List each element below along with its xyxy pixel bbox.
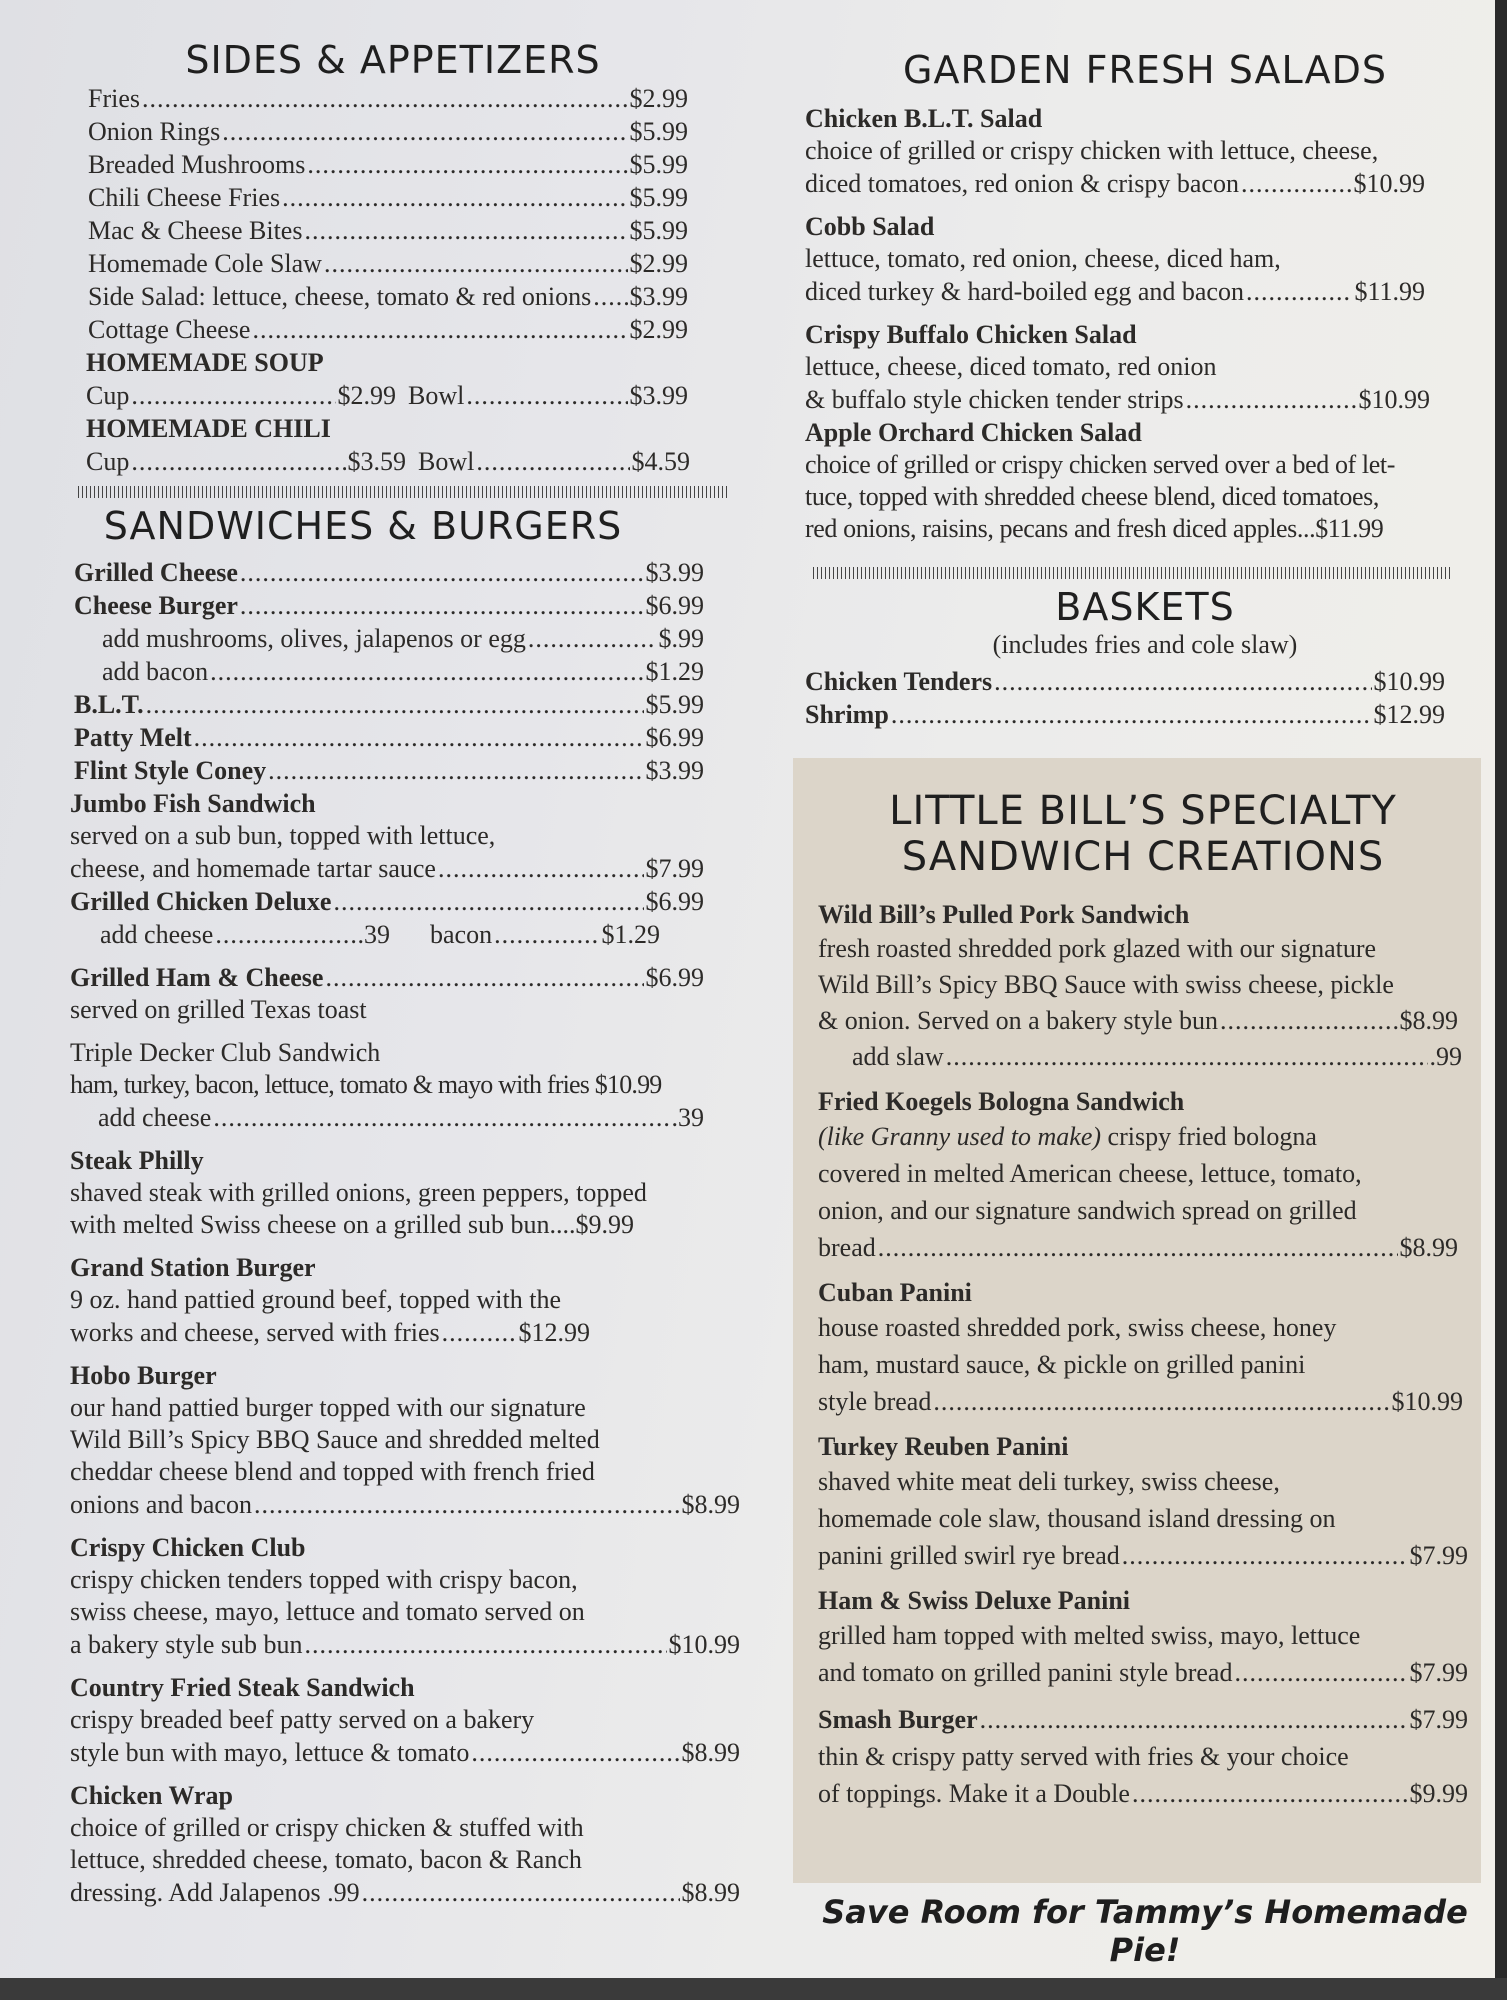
sandwich-item-price: $5.99 bbox=[645, 690, 704, 719]
sandwich-item-price: $6.99 bbox=[645, 591, 704, 620]
side-item-price: $2.99 bbox=[629, 84, 688, 113]
side-item bbox=[88, 247, 688, 280]
cobb-salad-desc-2: diced turkey & hard-boiled egg and bacon ..... $11.99 bbox=[805, 275, 1425, 308]
addon-item-label: add bacon bbox=[102, 657, 209, 686]
side-item-price: $5.99 bbox=[629, 150, 688, 179]
side-item bbox=[88, 181, 688, 214]
left-column bbox=[38, 38, 740, 1909]
chili-cup-price: $3.59 bbox=[347, 447, 406, 476]
side-item bbox=[88, 313, 688, 346]
side-item-label: Onion Rings bbox=[88, 117, 221, 146]
sandwich-simple-list bbox=[74, 556, 704, 622]
triple-decker-desc: ham, turkey, bacon, lettuce, tomato & mayo with fries $10.99 bbox=[70, 1070, 662, 1099]
side-item-label: Fries bbox=[88, 84, 140, 113]
side-item-label: Chili Cheese Fries bbox=[88, 183, 281, 212]
baskets-list bbox=[805, 665, 1445, 731]
ham-swiss-desc-1: grilled ham topped with melted swiss, mayo, lettuce bbox=[818, 1621, 1361, 1650]
hobo-desc-2: Wild Bill’s Spicy BBQ Sauce and shredded melted bbox=[70, 1425, 600, 1454]
cuban-desc-3: style bread ..... $10.99 bbox=[818, 1383, 1463, 1420]
chicken-wrap-name: Chicken Wrap bbox=[70, 1781, 234, 1810]
buffalo-salad-desc-1: lettuce, cheese, diced tomato, red onion bbox=[805, 352, 1217, 381]
side-item-price: $3.99 bbox=[629, 282, 688, 311]
crispy-club-desc-3: a bakery style sub bun ..... $10.99 bbox=[70, 1628, 740, 1661]
grand-station-desc-1: 9 oz. hand pattied ground beef, topped with the bbox=[70, 1285, 561, 1314]
reuben-desc-2: homemade cole slaw, thousand island dressing on bbox=[818, 1504, 1336, 1533]
side-item bbox=[88, 82, 688, 115]
steak-philly-desc-1: shaved steak with grilled onions, green peppers, topped bbox=[70, 1178, 647, 1207]
ham-cheese-desc: served on grilled Texas toast bbox=[70, 995, 367, 1024]
grand-station-desc-2: works and cheese, served with fries ..... $12.99 bbox=[70, 1316, 590, 1349]
reuben-desc-1: shaved white meat deli turkey, swiss cheese, bbox=[818, 1467, 1280, 1496]
addon-item bbox=[74, 622, 704, 655]
side-item-price: $5.99 bbox=[629, 216, 688, 245]
background-table bbox=[0, 1978, 1507, 2000]
specialty-title-2: SANDWICH CREATIONS bbox=[901, 834, 1385, 880]
pulled-pork-desc-3: & onion. Served on a bakery style bun ..... $8.99 bbox=[818, 1003, 1458, 1039]
addon-item-price: $.99 bbox=[658, 624, 704, 653]
blt-salad-desc-1: choice of grilled or crispy chicken with lettuce, cheese, bbox=[805, 136, 1379, 165]
side-item bbox=[88, 115, 688, 148]
country-fried-name: Country Fried Steak Sandwich bbox=[70, 1673, 415, 1702]
chili-heading: HOMEMADE CHILI bbox=[86, 414, 331, 443]
basket-item bbox=[805, 698, 1445, 731]
ham-swiss-desc-2: and tomato on grilled panini style bread ..... $7.99 bbox=[818, 1654, 1468, 1691]
side-item bbox=[88, 280, 688, 313]
smash-desc-2: of toppings. Make it a Double ..... $9.99 bbox=[818, 1775, 1468, 1812]
jumbo-fish-price: $7.99 bbox=[645, 854, 704, 883]
side-item bbox=[88, 148, 688, 181]
side-item bbox=[88, 214, 688, 247]
side-item-label: Cottage Cheese bbox=[88, 315, 251, 344]
chili-bowl-label: Bowl bbox=[418, 447, 475, 476]
sandwich-item-price: $3.99 bbox=[645, 558, 704, 587]
sandwich-item-label: Grilled Cheese bbox=[74, 558, 238, 587]
sandwich-simple-list-2 bbox=[74, 688, 704, 787]
specialty-title-1: LITTLE BILL’S SPECIALTY bbox=[889, 788, 1397, 834]
addon-item-label: add mushrooms, olives, jalapenos or egg bbox=[102, 624, 526, 653]
soup-heading: HOMEMADE SOUP bbox=[86, 348, 324, 377]
apple-salad-desc-3: red onions, raisins, pecans and fresh diced apples...$11.99 bbox=[805, 514, 1384, 543]
side-item-label: Mac & Cheese Bites bbox=[88, 216, 303, 245]
buffalo-salad-desc-2: & buffalo style chicken tender strips ..... $10.99 bbox=[805, 383, 1430, 416]
smash-desc-1: thin & crispy patty served with fries & your choice bbox=[818, 1742, 1349, 1771]
basket-item bbox=[805, 665, 1445, 698]
sandwich-item-label: Flint Style Coney bbox=[74, 756, 267, 785]
side-item-price: $2.99 bbox=[629, 315, 688, 344]
bologna-desc-4: bread ..... $8.99 bbox=[818, 1229, 1458, 1266]
side-item-label: Homemade Cole Slaw bbox=[88, 249, 322, 278]
soup-cup-price: $2.99 bbox=[337, 381, 396, 410]
hobo-burger-name: Hobo Burger bbox=[70, 1361, 217, 1390]
cobb-salad-desc-1: lettuce, tomato, red onion, cheese, diced ham, bbox=[805, 244, 1281, 273]
specialty-box bbox=[793, 758, 1481, 1883]
reuben-desc-3: panini grilled swirl rye bread ..... $7.99 bbox=[818, 1537, 1468, 1574]
chili-bowl-price: $4.59 bbox=[631, 447, 690, 476]
soup-bowl-price: $3.99 bbox=[629, 381, 688, 410]
hobo-desc-1: our hand pattied burger topped with our signature bbox=[70, 1393, 586, 1422]
side-item-price: $5.99 bbox=[629, 117, 688, 146]
basket-item-price: $12.99 bbox=[1373, 700, 1445, 729]
soup-bowl-label: Bowl bbox=[408, 381, 465, 410]
baskets-title: BASKETS bbox=[1055, 585, 1235, 629]
triple-decker-name: Triple Decker Club Sandwich bbox=[70, 1038, 381, 1067]
section-divider bbox=[78, 486, 728, 498]
footer-tagline: Save Room for Tammy’s Homemade Pie! bbox=[822, 1893, 1468, 1969]
crispy-club-name: Crispy Chicken Club bbox=[70, 1533, 306, 1562]
chicken-wrap-desc-3: dressing. Add Jalapenos .99 ..... $8.99 bbox=[70, 1876, 740, 1909]
right-column bbox=[805, 48, 1485, 731]
sides-list bbox=[38, 82, 688, 346]
bologna-desc-2: covered in melted American cheese, lettuce, tomato, bbox=[818, 1159, 1362, 1188]
crispy-club-desc-1: crispy chicken tenders topped with crispy bacon, bbox=[70, 1565, 578, 1594]
basket-item-price: $10.99 bbox=[1373, 667, 1445, 696]
ham-swiss-name: Ham & Swiss Deluxe Panini bbox=[818, 1586, 1131, 1615]
steak-philly-desc-2: with melted Swiss cheese on a grilled sub bun....$9.99 bbox=[70, 1210, 634, 1239]
bologna-desc-1: (like Granny used to make) crispy fried bologna bbox=[818, 1122, 1317, 1151]
basket-item-label: Shrimp bbox=[805, 700, 889, 729]
grilled-chicken-row: Grilled Chicken Deluxe ..... $6.99 bbox=[70, 885, 704, 918]
side-item-price: $5.99 bbox=[629, 183, 688, 212]
addon-item-price: $1.29 bbox=[645, 657, 704, 686]
hobo-desc-3: cheddar cheese blend and topped with french fried bbox=[70, 1457, 595, 1486]
chicken-wrap-desc-1: choice of grilled or crispy chicken & stuffed with bbox=[70, 1813, 584, 1842]
apple-salad-desc-2: tuce, topped with shredded cheese blend, diced tomatoes, bbox=[805, 482, 1379, 511]
apple-salad-desc-1: choice of grilled or crispy chicken served over a bed of let- bbox=[805, 450, 1395, 479]
basket-item-label: Chicken Tenders bbox=[805, 667, 993, 696]
blt-salad-desc-2: diced tomatoes, red onion & crispy bacon ..... $10.99 bbox=[805, 167, 1425, 200]
ham-cheese-row: Grilled Ham & Cheese ..... $6.99 bbox=[70, 961, 704, 994]
bologna-name: Fried Koegels Bologna Sandwich bbox=[818, 1087, 1185, 1116]
grilled-chicken-price: $6.99 bbox=[645, 887, 704, 916]
jumbo-fish-desc-2: cheese, and homemade tartar sauce ..... $7.99 bbox=[70, 852, 704, 885]
triple-decker-addon: add cheese ..... .39 bbox=[70, 1101, 704, 1134]
sandwich-item bbox=[74, 721, 704, 754]
grilled-chicken-addons: add cheese ..... .39 bacon ..... $1.29 bbox=[70, 918, 704, 951]
chili-cup-label: Cup bbox=[86, 447, 130, 476]
steak-philly-name: Steak Philly bbox=[70, 1146, 204, 1175]
baskets-subtitle: (includes fries and cole slaw) bbox=[992, 630, 1298, 659]
soup-cup-label: Cup bbox=[86, 381, 130, 410]
pulled-pork-desc-1: fresh roasted shredded pork glazed with our signature bbox=[818, 934, 1377, 963]
country-fried-desc-2: style bun with mayo, lettuce & tomato ..... $8.99 bbox=[70, 1736, 740, 1769]
cobb-salad-name: Cobb Salad bbox=[805, 212, 935, 241]
hobo-desc-4: onions and bacon ..... $8.99 bbox=[70, 1488, 740, 1521]
specialty-content bbox=[818, 788, 1468, 1812]
sandwich-item-price: $6.99 bbox=[645, 723, 704, 752]
blt-salad-name: Chicken B.L.T. Salad bbox=[805, 104, 1043, 133]
buffalo-salad-name: Crispy Buffalo Chicken Salad bbox=[805, 320, 1137, 349]
sandwich-item bbox=[74, 754, 704, 787]
country-fried-desc-1: crispy breaded beef patty served on a bakery bbox=[70, 1705, 535, 1734]
chicken-wrap-desc-2: lettuce, shredded cheese, tomato, bacon & Ranch bbox=[70, 1845, 582, 1874]
soup-prices bbox=[86, 379, 688, 412]
grand-station-name: Grand Station Burger bbox=[70, 1253, 316, 1282]
bologna-desc-3: onion, and our signature sandwich spread on grilled bbox=[818, 1196, 1357, 1225]
sandwich-item-price: $3.99 bbox=[645, 756, 704, 785]
cuban-desc-2: ham, mustard sauce, & pickle on grilled panini bbox=[818, 1350, 1306, 1379]
crispy-club-desc-2: swiss cheese, mayo, lettuce and tomato served on bbox=[70, 1597, 585, 1626]
salads-title: GARDEN FRESH SALADS bbox=[903, 48, 1387, 92]
sandwich-item-label: Patty Melt bbox=[74, 723, 192, 752]
cheeseburger-addons bbox=[74, 622, 704, 688]
pulled-pork-desc-2: Wild Bill’s Spicy BBQ Sauce with swiss cheese, pickle bbox=[818, 970, 1394, 999]
side-item-label: Breaded Mushrooms bbox=[88, 150, 306, 179]
smash-burger-row: Smash Burger ..... $7.99 bbox=[818, 1701, 1468, 1738]
addon-item bbox=[74, 655, 704, 688]
sandwich-item-label: Cheese Burger bbox=[74, 591, 238, 620]
cuban-desc-1: house roasted shredded pork, swiss cheese, honey bbox=[818, 1313, 1337, 1342]
apple-salad-name: Apple Orchard Chicken Salad bbox=[805, 418, 1142, 447]
baskets-divider bbox=[813, 567, 1453, 579]
reuben-name: Turkey Reuben Panini bbox=[818, 1432, 1069, 1461]
sandwich-item bbox=[74, 556, 704, 589]
jumbo-fish-desc-1: served on a sub bun, topped with lettuce, bbox=[70, 821, 496, 850]
cuban-name: Cuban Panini bbox=[818, 1278, 972, 1307]
sides-title: SIDES & APPETIZERS bbox=[185, 38, 601, 82]
side-item-label: Side Salad: lettuce, cheese, tomato & red onions bbox=[88, 282, 592, 311]
side-item-price: $2.99 bbox=[629, 249, 688, 278]
jumbo-fish-name: Jumbo Fish Sandwich bbox=[70, 789, 316, 818]
chili-prices bbox=[86, 445, 688, 478]
sandwich-item bbox=[74, 589, 704, 622]
pulled-pork-name: Wild Bill’s Pulled Pork Sandwich bbox=[818, 900, 1190, 929]
sandwiches-title: SANDWICHES & BURGERS bbox=[103, 504, 623, 548]
sandwich-item bbox=[74, 688, 704, 721]
sandwich-item-label: B.L.T. bbox=[74, 690, 144, 719]
pulled-pork-addon: add slaw ..... .99 bbox=[818, 1039, 1462, 1075]
